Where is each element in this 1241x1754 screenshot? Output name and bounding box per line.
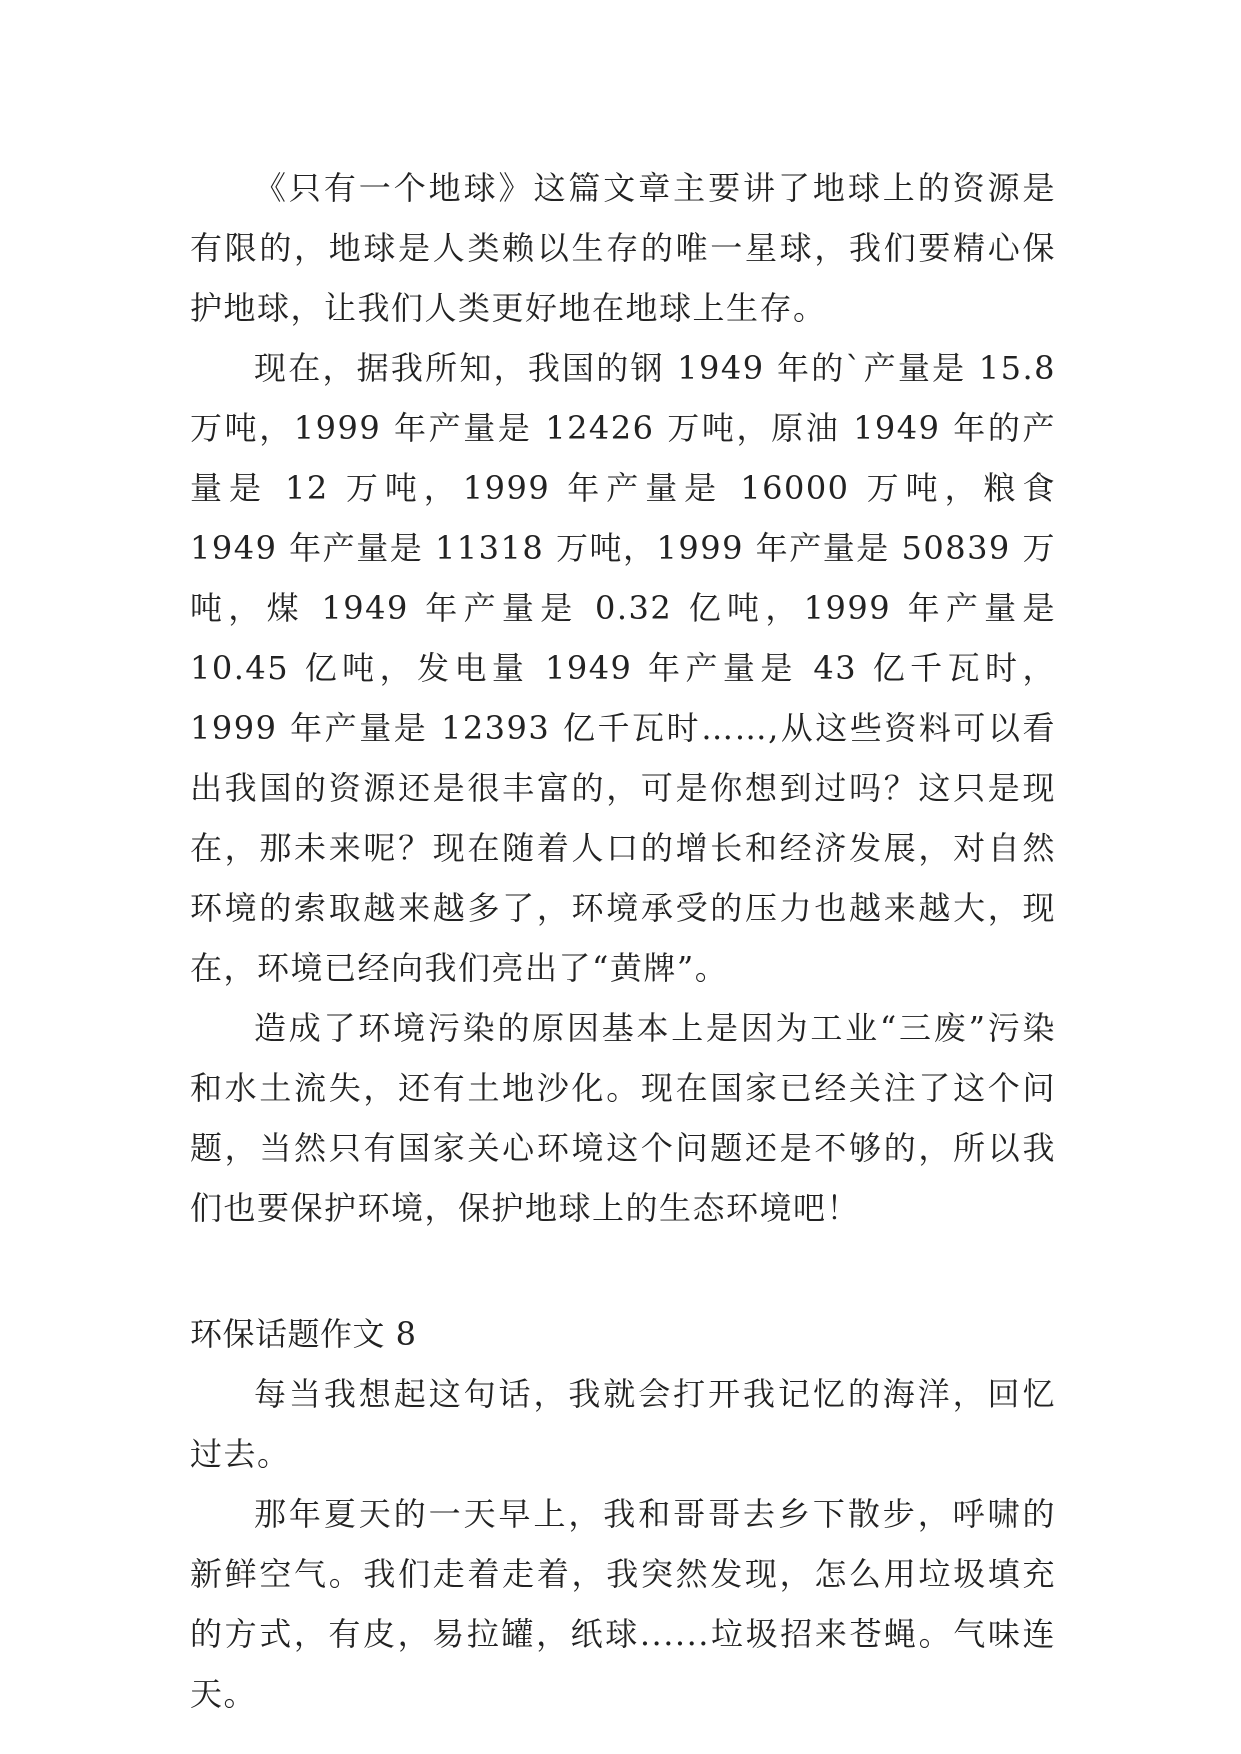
paragraph-summer-walk: 那年夏天的一天早上，我和哥哥去乡下散步，呼啸的新鲜空气。我们走着走着，我突然发现，怎么用垃圾填充的方式，有皮，易拉罐，纸球......垃圾招来苍蝇。气味连天。 <box>190 1495 1056 1713</box>
paragraph-pollution-causes: 造成了环境污染的原因基本上是因为工业“三废”污染和水土流失，还有土地沙化。现在国家已经关注了这个问题，当然只有国家关心环境这个问题还是不够的，所以我们也要保护环境，保护地球上的生态环境吧！ <box>190 1009 1056 1227</box>
paragraph-resource-statistics: 现在，据我所知，我国的钢 1949 年的`产量是 15.8 万吨，1999 年产量是 12426 万吨，原油 1949 年的产量是 12 万吨，1999 年产量是 16000 万吨，粮食 1949 年产量是 11318 万吨，1999 年产量是 50839 万吨，煤 1949 年产量是 0.32 亿吨，1999 年产量是 10.45 亿吨，发电量 1949 年产量是 43 亿千瓦时，1999 年产量是 12393 亿千瓦时……,从这些资料可以看出我国的资源还是很丰富的，可是你想到过吗？这只是现在，那未来呢？现在随着人口的增长和经济发展，对自然环境的索取越来越多了，环境承受的压力也越来越大，现在，环境已经向我们亮出了“黄牌”。 <box>190 349 1056 987</box>
paragraph-memory-intro: 每当我想起这句话，我就会打开我记忆的海洋，回忆过去。 <box>190 1375 1056 1473</box>
essay-heading: 环保话题作文 8 <box>190 1315 417 1353</box>
document-body <box>190 158 1056 1724</box>
paragraph-earth-summary: 《只有一个地球》这篇文章主要讲了地球上的资源是有限的，地球是人类赖以生存的唯一星球，我们要精心保护地球，让我们人类更好地在地球上生存。 <box>190 169 1056 327</box>
